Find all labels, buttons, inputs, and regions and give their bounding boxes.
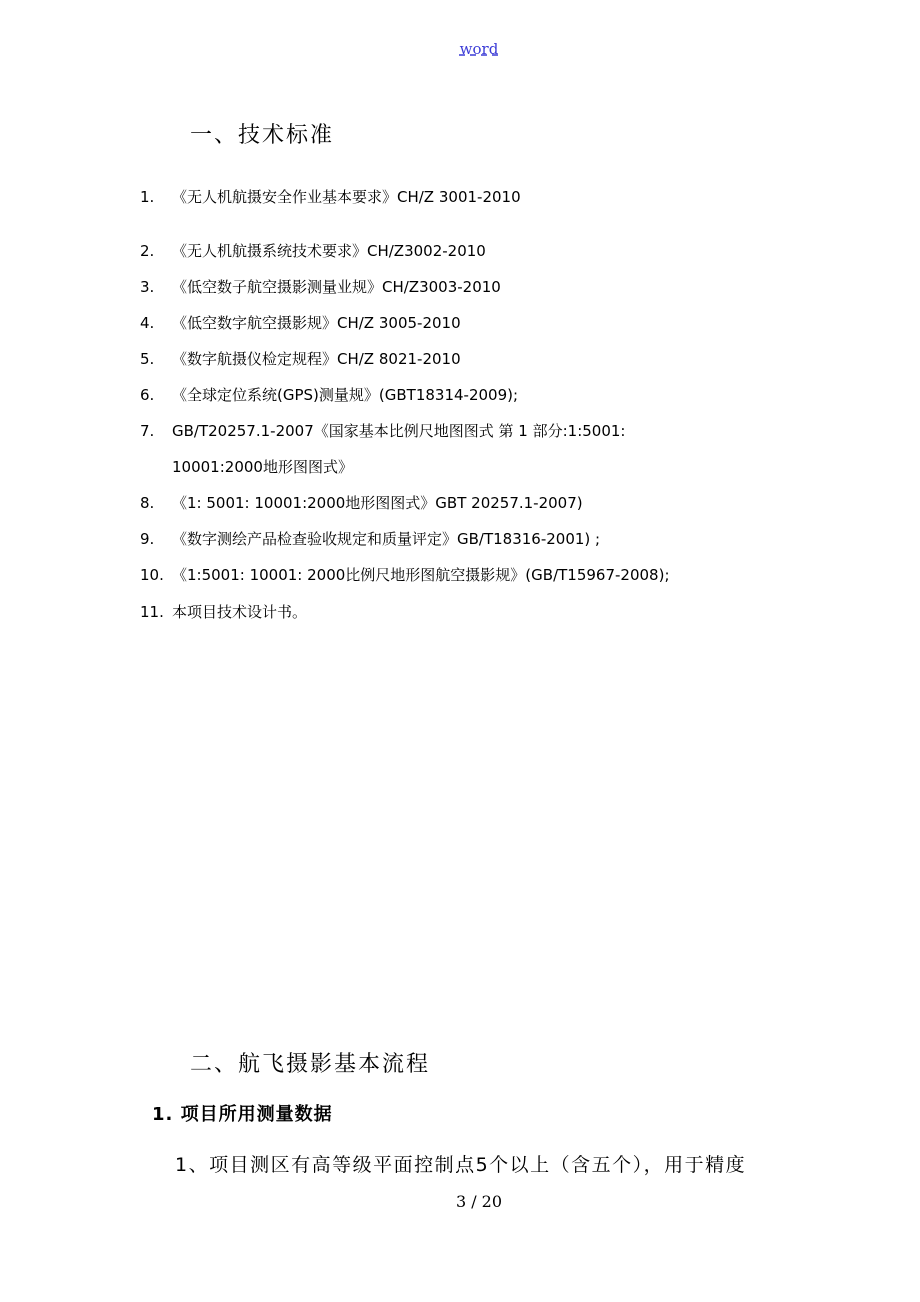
body-paragraph: 1、项目测区有高等级平面控制点5个以上（含五个），用于精度 — [175, 1154, 747, 1176]
list-item: 8. 《1: 5001: 10001:2000地形图图式》GBT 20257.1-2007) — [140, 494, 583, 512]
list-item: 1. 《无人机航摄安全作业基本要求》CH/Z 3001-2010 — [140, 188, 521, 206]
header-word-link-container — [0, 40, 920, 58]
section-title-technical-standards: 一、技术标准 — [190, 123, 335, 148]
header-word-link[interactable]: word — [459, 40, 499, 58]
list-item: 10. 《1:5001: 10001: 2000比例尺地形图航空摄影规》(GB/T15967-2008); — [140, 566, 670, 584]
subheading-survey-data: 1. 项目所用测量数据 — [152, 1104, 333, 1125]
list-item: 5. 《数字航摄仪检定规程》CH/Z 8021-2010 — [140, 350, 461, 368]
list-item: 4. 《低空数字航空摄影规》CH/Z 3005-2010 — [140, 314, 461, 332]
list-item: 2. 《无人机航摄系统技术要求》CH/Z3002-2010 — [140, 242, 486, 260]
list-item: 9. 《数字测绘产品检查验收规定和质量评定》GB/T18316-2001) ; — [140, 530, 601, 548]
list-item: 11. 本项目技术设计书。 — [140, 603, 308, 621]
list-item-continuation: 10001:2000地形图图式》 — [172, 458, 353, 476]
page-number: 3 / 20 — [455, 1192, 503, 1211]
list-item: 3. 《低空数子航空摄影测量业规》CH/Z3003-2010 — [140, 278, 501, 296]
list-item: 7. GB/T20257.1-2007《国家基本比例尺地图图式 第 1 部分:1:5001: — [140, 422, 626, 440]
list-item: 6. 《全球定位系统(GPS)测量规》(GBT18314-2009); — [140, 386, 519, 404]
section-title-flight-process: 二、航飞摄影基本流程 — [190, 1052, 431, 1077]
